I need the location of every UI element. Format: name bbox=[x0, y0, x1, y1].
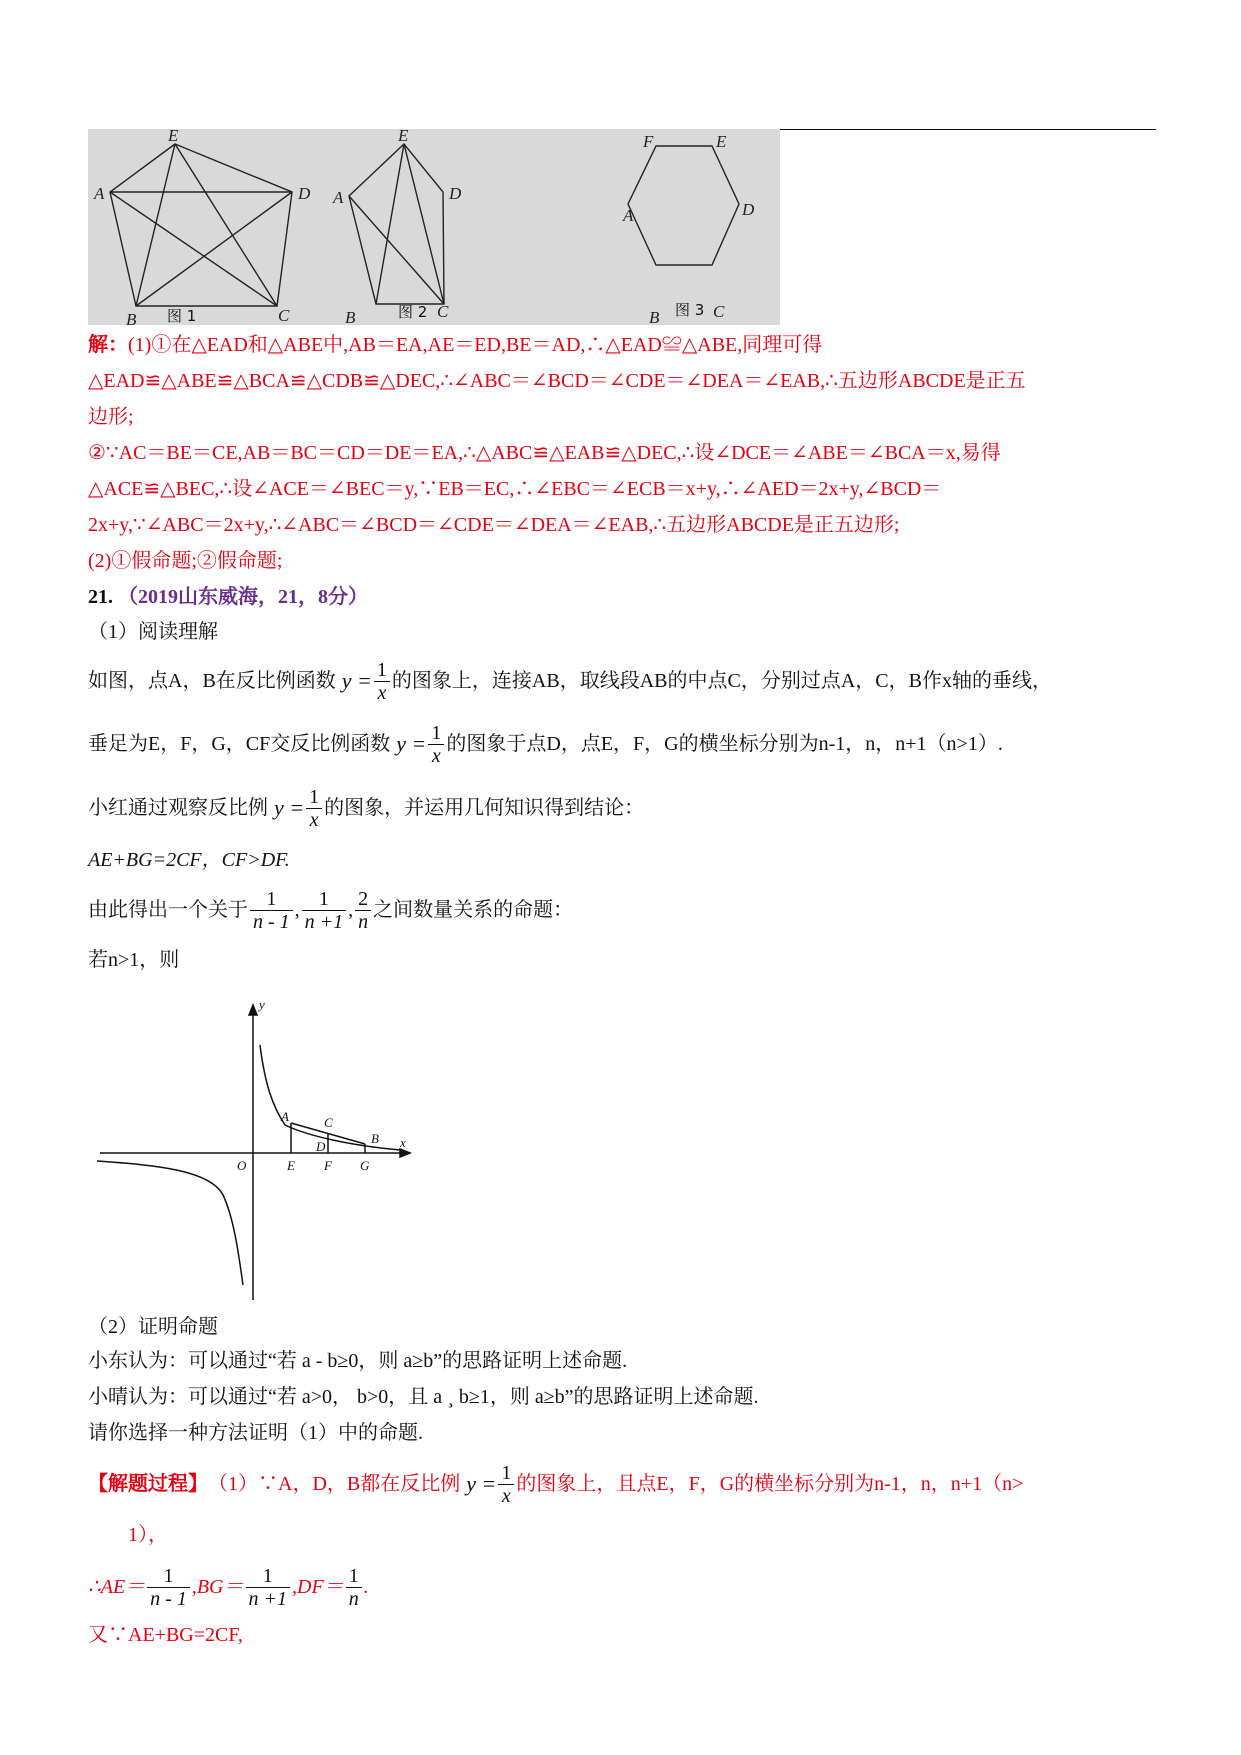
svg-text:D: D bbox=[298, 184, 311, 203]
svg-text:C: C bbox=[324, 1115, 333, 1130]
text: 由此得出一个关于 bbox=[88, 899, 248, 921]
solution20-line3: 边形; bbox=[88, 406, 134, 428]
text: ,BG＝ bbox=[191, 1576, 244, 1598]
solution21-line1 bbox=[88, 1456, 1023, 1512]
svg-text:E: E bbox=[287, 1158, 295, 1173]
fraction-BG: $\frac{1}{n +1}$ bbox=[246, 1565, 291, 1610]
text: ,DF＝ bbox=[292, 1576, 344, 1598]
svg-text:F: F bbox=[643, 132, 654, 151]
question-source: （2019山东威海，21，8分） bbox=[118, 586, 368, 608]
q21-para3 bbox=[88, 780, 644, 836]
q21-para1 bbox=[88, 653, 1052, 709]
part1-title: （1）阅读理解 bbox=[88, 621, 218, 643]
svg-text:O: O bbox=[237, 1158, 247, 1173]
svg-text:D: D bbox=[449, 184, 462, 203]
text: 的图象上，连接AB，取线段AB的中点C，分别过点A，C，B作x轴的垂线， bbox=[391, 670, 1052, 692]
formula-lhs: y = bbox=[396, 731, 427, 756]
text: . bbox=[363, 1576, 369, 1598]
svg-text:A: A bbox=[623, 206, 634, 225]
svg-text:C: C bbox=[713, 302, 725, 321]
svg-text:D: D bbox=[742, 200, 755, 219]
question-number: 21. bbox=[88, 586, 113, 608]
solution21-line4: 又∵AE+BG=2CF, bbox=[88, 1624, 243, 1646]
fraction-1-over-n-plus-1: $\frac{1}{n +1}$ bbox=[302, 888, 347, 933]
text: 之间数量关系的命题： bbox=[373, 899, 574, 921]
text: （1）∵A，D，B都在反比例 bbox=[208, 1473, 461, 1495]
svg-text:B: B bbox=[345, 308, 356, 325]
fig2-caption: 图 2 bbox=[398, 303, 428, 321]
text: 垂足为E，F，G，CF交反比例函数 bbox=[88, 733, 391, 755]
solution-text: (1)①在△EAD和△ABE中,AB＝EA,AE＝ED,BE＝AD,∴△EAD≌△ABE,同理可得 bbox=[128, 334, 823, 356]
q21-premise: 若n>1，则 bbox=[88, 949, 180, 971]
solution-tag: 【解题过程】 bbox=[88, 1473, 208, 1495]
xiaoqing-method: 小晴认为：可以通过“若 a>0， b>0，且 a ¸ b≥1，则 a≥b”的思路证明上述命题. bbox=[88, 1386, 759, 1408]
part2-title: （2）证明命题 bbox=[88, 1316, 218, 1338]
fig1-label-E: E bbox=[168, 129, 179, 145]
solution21-line2: 1）， bbox=[128, 1524, 168, 1546]
svg-text:C: C bbox=[278, 306, 290, 325]
text: 的图象于点D，点E，F，G的横坐标分别为n-1，n，n+1（n>1）. bbox=[446, 733, 1003, 755]
fig1-caption: 图 1 bbox=[167, 307, 197, 325]
solution20-line2: △EAD≌△ABE≌△BCA≌△CDB≌△DEC,∴∠ABC＝∠BCD＝∠CDE＝∠DEA＝∠EAB,∴五边形ABCDE是正五 bbox=[88, 370, 1026, 392]
solution-label: 解： bbox=[88, 334, 128, 356]
svg-text:E: E bbox=[398, 129, 409, 145]
fraction-AE: $\frac{1}{n - 1}$ bbox=[147, 1565, 190, 1610]
text: 的图象上，且点E，F，G的横坐标分别为n-1，n，n+1（n> bbox=[516, 1473, 1024, 1495]
text: 小红通过观察反比例 bbox=[88, 797, 268, 819]
text: ∴AE＝ bbox=[88, 1576, 146, 1598]
proof-instruction: 请你选择一种方法证明（1）中的命题. bbox=[88, 1422, 423, 1444]
axis-label-y: y bbox=[259, 997, 265, 1012]
solution20-line5: △ACE≌△BEC,∴设∠ACE＝∠BEC＝y,∵EB＝EC,∴∠EBC＝∠ECB＝x+y,∴∠AED＝2x+y,∠BCD＝ bbox=[88, 478, 942, 500]
text: 的图象，并运用几何知识得到结论： bbox=[324, 797, 645, 819]
q21-para5: 由此得出一个关于 $\frac{1}{n - 1}$ , $\frac{1}{n +1}$ , $\frac{2}{n}$ 之间数量关系的命题： bbox=[88, 887, 574, 933]
svg-text:A: A bbox=[94, 184, 105, 203]
svg-text:F: F bbox=[324, 1158, 332, 1173]
svg-text:B: B bbox=[371, 1131, 379, 1146]
fraction-1-over-x: $\frac{1}{x}$ bbox=[428, 722, 444, 767]
solution21-line3 bbox=[88, 1555, 369, 1619]
fraction-1-over-x: $\frac{1}{x}$ bbox=[374, 659, 390, 704]
svg-text:C: C bbox=[437, 302, 449, 321]
pentagon-hexagon-figures bbox=[88, 129, 780, 325]
svg-text:D: D bbox=[316, 1139, 326, 1154]
q21-conclusion: AE+BG=2CF，CF>DF. bbox=[88, 849, 290, 871]
fig3-caption: 图 3 bbox=[675, 301, 705, 319]
q21-para2 bbox=[88, 716, 1003, 772]
fraction-1-over-x: $\frac{1}{x}$ bbox=[498, 1462, 514, 1507]
svg-text:B: B bbox=[126, 310, 137, 325]
svg-text:A: A bbox=[281, 1109, 289, 1124]
fraction-1-over-n-minus-1: $\frac{1}{n - 1}$ bbox=[250, 888, 293, 933]
solution20-line1 bbox=[88, 330, 822, 360]
solution20-line7: (2)①假命题;②假命题; bbox=[88, 550, 283, 572]
formula-lhs: y = bbox=[274, 795, 305, 820]
axis-label-x: x bbox=[400, 1135, 406, 1150]
xiaodong-method: 小东认为：可以通过“若 a - b≥0，则 a≥b”的思路证明上述命题. bbox=[88, 1350, 628, 1372]
question21-header bbox=[88, 582, 368, 612]
formula-lhs: y = bbox=[341, 668, 372, 693]
svg-text:G: G bbox=[360, 1158, 370, 1173]
reciprocal-function-graph bbox=[95, 995, 425, 1305]
svg-text:E: E bbox=[716, 132, 727, 151]
svg-text:A: A bbox=[333, 188, 344, 207]
fraction-DF: $\frac{1}{n}$ bbox=[346, 1565, 362, 1610]
solution20-line4: ②∵AC＝BE＝CE,AB＝BC＝CD＝DE＝EA,∴△ABC≌△EAB≌△DEC,∴设∠DCE＝∠ABE＝∠BCA＝x,易得 bbox=[88, 442, 1001, 464]
svg-text:B: B bbox=[649, 308, 660, 325]
fraction-2-over-n: $\frac{2}{n}$ bbox=[355, 888, 371, 933]
header-rule bbox=[780, 129, 1156, 130]
geometry-figures bbox=[88, 129, 780, 325]
formula-lhs: y = bbox=[466, 1471, 497, 1496]
solution20-line6: 2x+y,∵∠ABC＝2x+y,∴∠ABC＝∠BCD＝∠CDE＝∠DEA＝∠EAB,∴五边形ABCDE是正五边形; bbox=[88, 514, 900, 536]
fraction-1-over-x: $\frac{1}{x}$ bbox=[306, 786, 322, 831]
text: 如图，点A，B在反比例函数 bbox=[88, 670, 336, 692]
